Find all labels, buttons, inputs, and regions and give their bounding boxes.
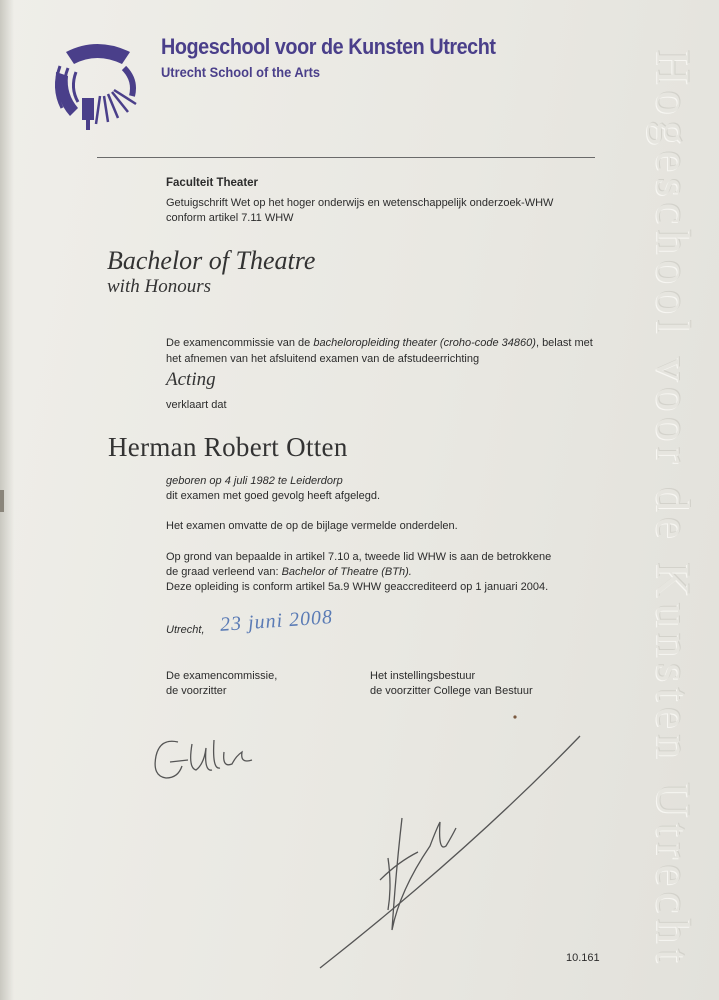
committee-line-1: De examencommissie van de bacheloropleiding theater (croho-code 34860), belast met (166, 337, 593, 349)
signatory-left-1: De examencommissie, (166, 670, 278, 682)
degree-title: Bachelor of Theatre (107, 246, 316, 275)
signatory-left-2: de voorzitter (166, 685, 227, 697)
holder-name: Herman Robert Otten (108, 432, 348, 462)
legal-line-1: Getuigschrift Wet op het hoger onderwijs en wetenschappelijk onderzoek-WHW (166, 197, 554, 209)
faculty-title: Faculteit Theater (166, 177, 259, 189)
degree-distinction: with Honours (107, 276, 211, 297)
serial-number: 10.161 (566, 952, 600, 964)
holder-birth: geboren op 4 juli 1982 te Leiderdorp (166, 475, 343, 487)
committee-line-2: het afnemen van het afsluitend examen van de afstudeerrichting (166, 353, 480, 365)
signatory-right-1: Het instellingsbestuur (370, 670, 476, 682)
grant-line-2: de graad verleend van: Bachelor of Theatre (BTh). (166, 566, 412, 578)
legal-line-2: conform artikel 7.11 WHW (166, 212, 294, 224)
signatory-right-2: de voorzitter College van Bestuur (370, 685, 533, 697)
signature-committee (155, 740, 252, 778)
exam-contents: Het examen omvatte de op de bijlage vermelde onderdelen. (166, 520, 458, 532)
grant-line-3: Deze opleiding is conform artikel 5a.9 WHW geaccrediteerd op 1 januari 2004. (166, 581, 549, 593)
grant-line-1: Op grond van bepaalde in artikel 7.10 a, tweede lid WHW is aan de betrokkene (166, 551, 552, 563)
institution-name: Hogeschool voor de Kunsten Utrecht (161, 34, 496, 59)
holder-passed: dit examen met goed gevolg heeft afgelegd. (166, 490, 381, 502)
specialisation: Acting (166, 369, 216, 390)
embossed-watermark: Hogeschool voor de Kunsten Utrecht (646, 50, 699, 969)
handwritten-date: 23 juni 2008 (219, 606, 334, 636)
signature-board (320, 736, 580, 968)
place: Utrecht, (166, 624, 205, 636)
declares-text: verklaart dat (166, 399, 227, 411)
institution-name-en: Utrecht School of the Arts (161, 64, 321, 80)
